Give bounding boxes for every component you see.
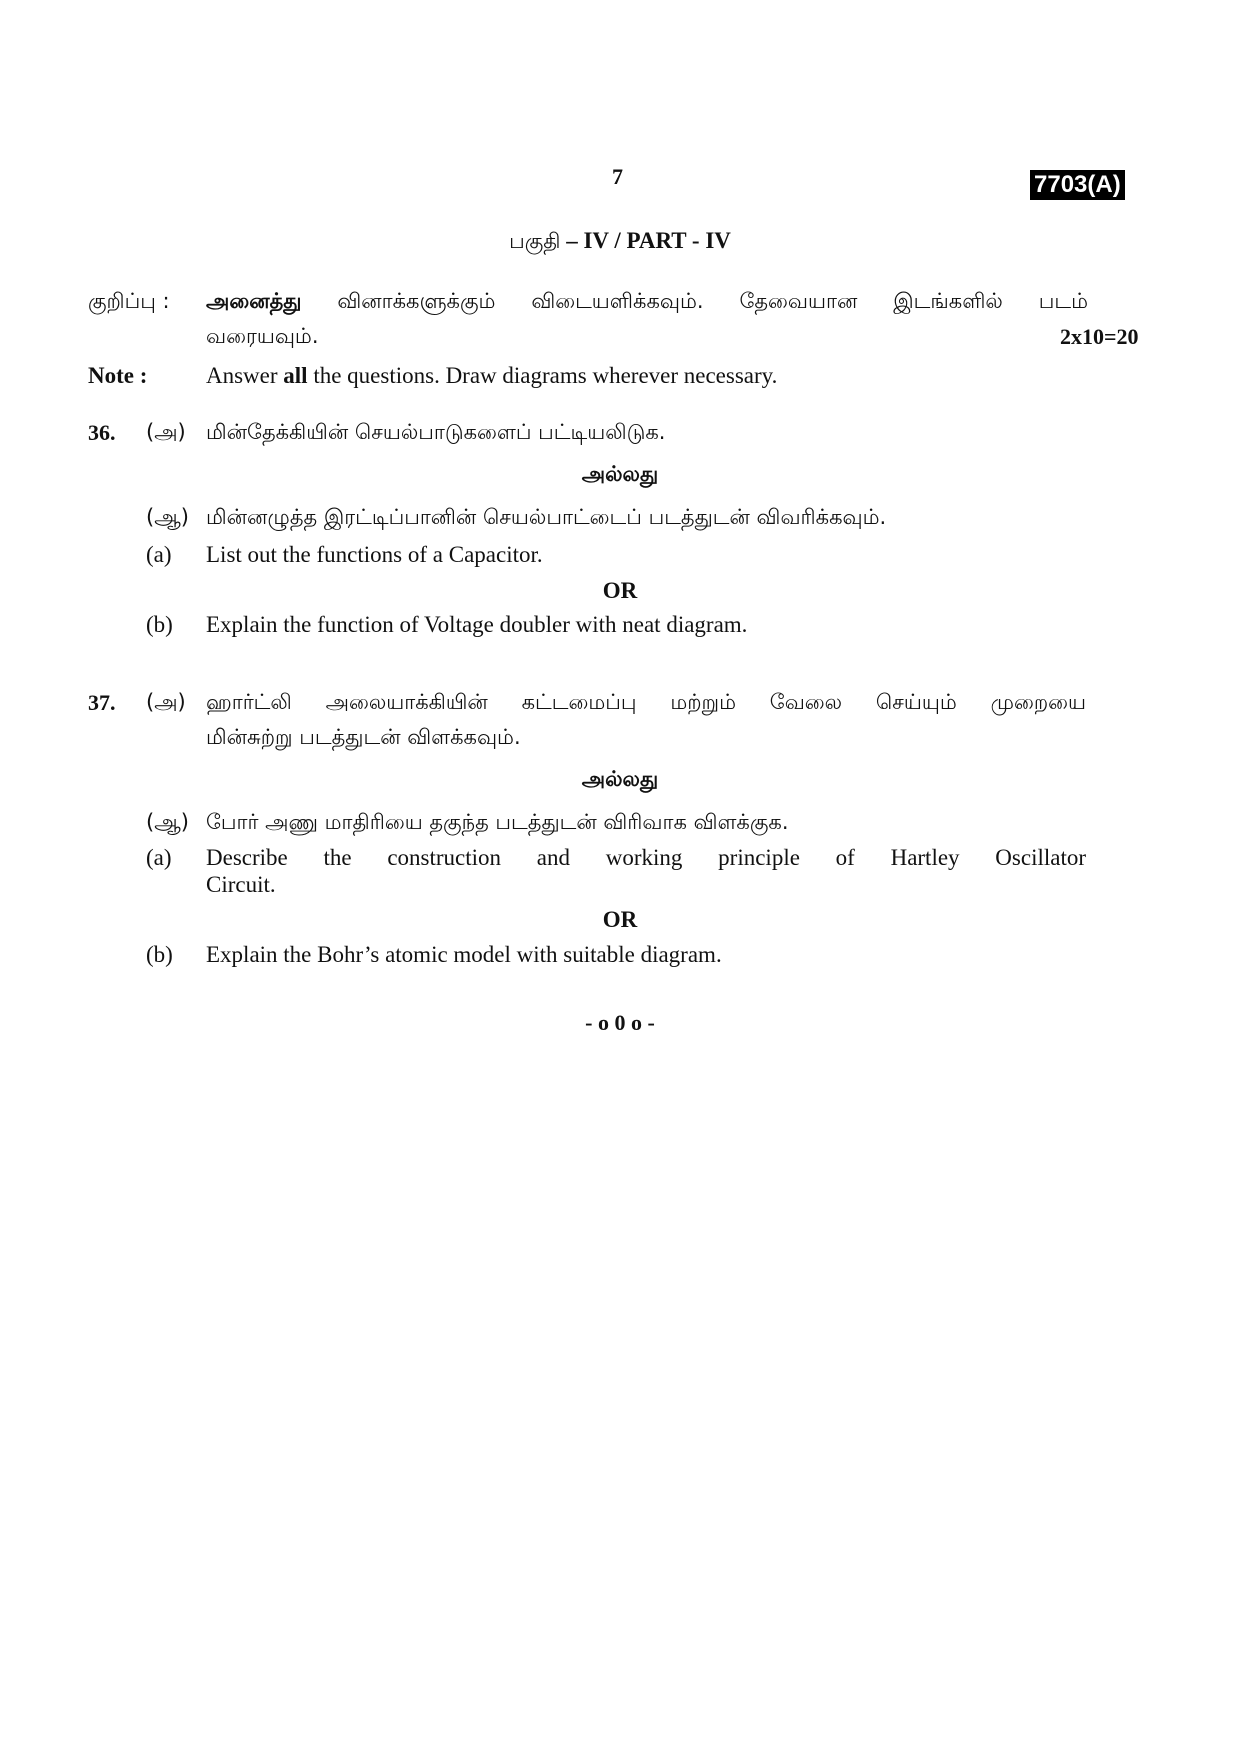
section-heading — [0, 228, 1240, 256]
q37-tamil-a-label: (அ) — [146, 690, 186, 714]
q36-tamil-or: அல்லது — [581, 462, 659, 486]
marks-allocation: 2x10=20 — [1060, 324, 1139, 349]
q36-english-or: OR — [602, 578, 638, 603]
q36-tamil-a-label: (அ) — [146, 420, 186, 444]
end-of-paper-mark: - o 0 o - — [585, 1010, 655, 1035]
q36-tamil-a: மின்தேக்கியின் செயல்பாடுகளைப் பட்டியலிடுக. — [206, 420, 666, 444]
instruction-tamil-label: குறிப்பு : — [88, 289, 170, 313]
paper-code-badge: 7703(A) — [1030, 170, 1125, 200]
q37-english-b: Explain the Bohr’s atomic model with suitable diagram. — [206, 942, 722, 967]
q37-tamil-a-line1: ஹார்ட்லி அலையாக்கியின் கட்டமைப்பு மற்றும் வேலை செய்யும் முறையை — [206, 690, 1086, 714]
question-number-36: 36. — [88, 420, 116, 445]
q36-tamil-b: மின்னழுத்த இரட்டிப்பானின் செயல்பாட்டைப் படத்துடன் விவரிக்கவும். — [206, 505, 887, 529]
q37-english-a-line1: Describe the construction and working principle of Hartley Oscillator — [206, 845, 1086, 870]
page-number: 7 — [612, 164, 623, 189]
q37-english-b-label: (b) — [146, 942, 173, 967]
q37-tamil-a-line2: மின்சுற்று படத்துடன் விளக்கவும். — [206, 725, 521, 749]
instruction-tamil-bold: அனைத்து — [206, 289, 302, 313]
q36-english-b: Explain the function of Voltage doubler with neat diagram. — [206, 612, 748, 637]
q36-tamil-b-label: (ஆ) — [146, 505, 189, 529]
q37-english-or: OR — [602, 907, 638, 932]
section-heading-english: – IV / PART - IV — [566, 228, 731, 253]
q36-english-a-label: (a) — [146, 542, 172, 567]
question-number-37: 37. — [88, 690, 116, 715]
q36-english-a: List out the functions of a Capacitor. — [206, 542, 543, 567]
q37-tamil-b-label: (ஆ) — [146, 810, 189, 834]
q37-english-a-line2: Circuit. — [206, 872, 276, 897]
instruction-english-label: Note : — [88, 363, 148, 388]
q37-tamil-b: போர் அணு மாதிரியை தகுந்த படத்துடன் விரிவாக விளக்குக. — [206, 810, 789, 834]
instruction-tamil-line1 — [206, 289, 1088, 316]
q37-english-a-label: (a) — [146, 845, 172, 870]
q37-tamil-or: அல்லது — [581, 767, 659, 791]
instruction-english-pre: Answer — [206, 363, 278, 388]
instruction-tamil-line2: வரையவும். — [206, 324, 319, 348]
q36-english-b-label: (b) — [146, 612, 173, 637]
instruction-english-bold: all — [283, 363, 308, 388]
section-heading-tamil: பகுதி — [509, 229, 561, 253]
instruction-english-post: the questions. Draw diagrams wherever necessary. — [313, 363, 778, 388]
instruction-tamil-rest: வினாக்களுக்கும் விடையளிக்கவும். தேவையான இடங்களில் படம் — [337, 289, 1088, 313]
instruction-english-text — [206, 363, 777, 389]
